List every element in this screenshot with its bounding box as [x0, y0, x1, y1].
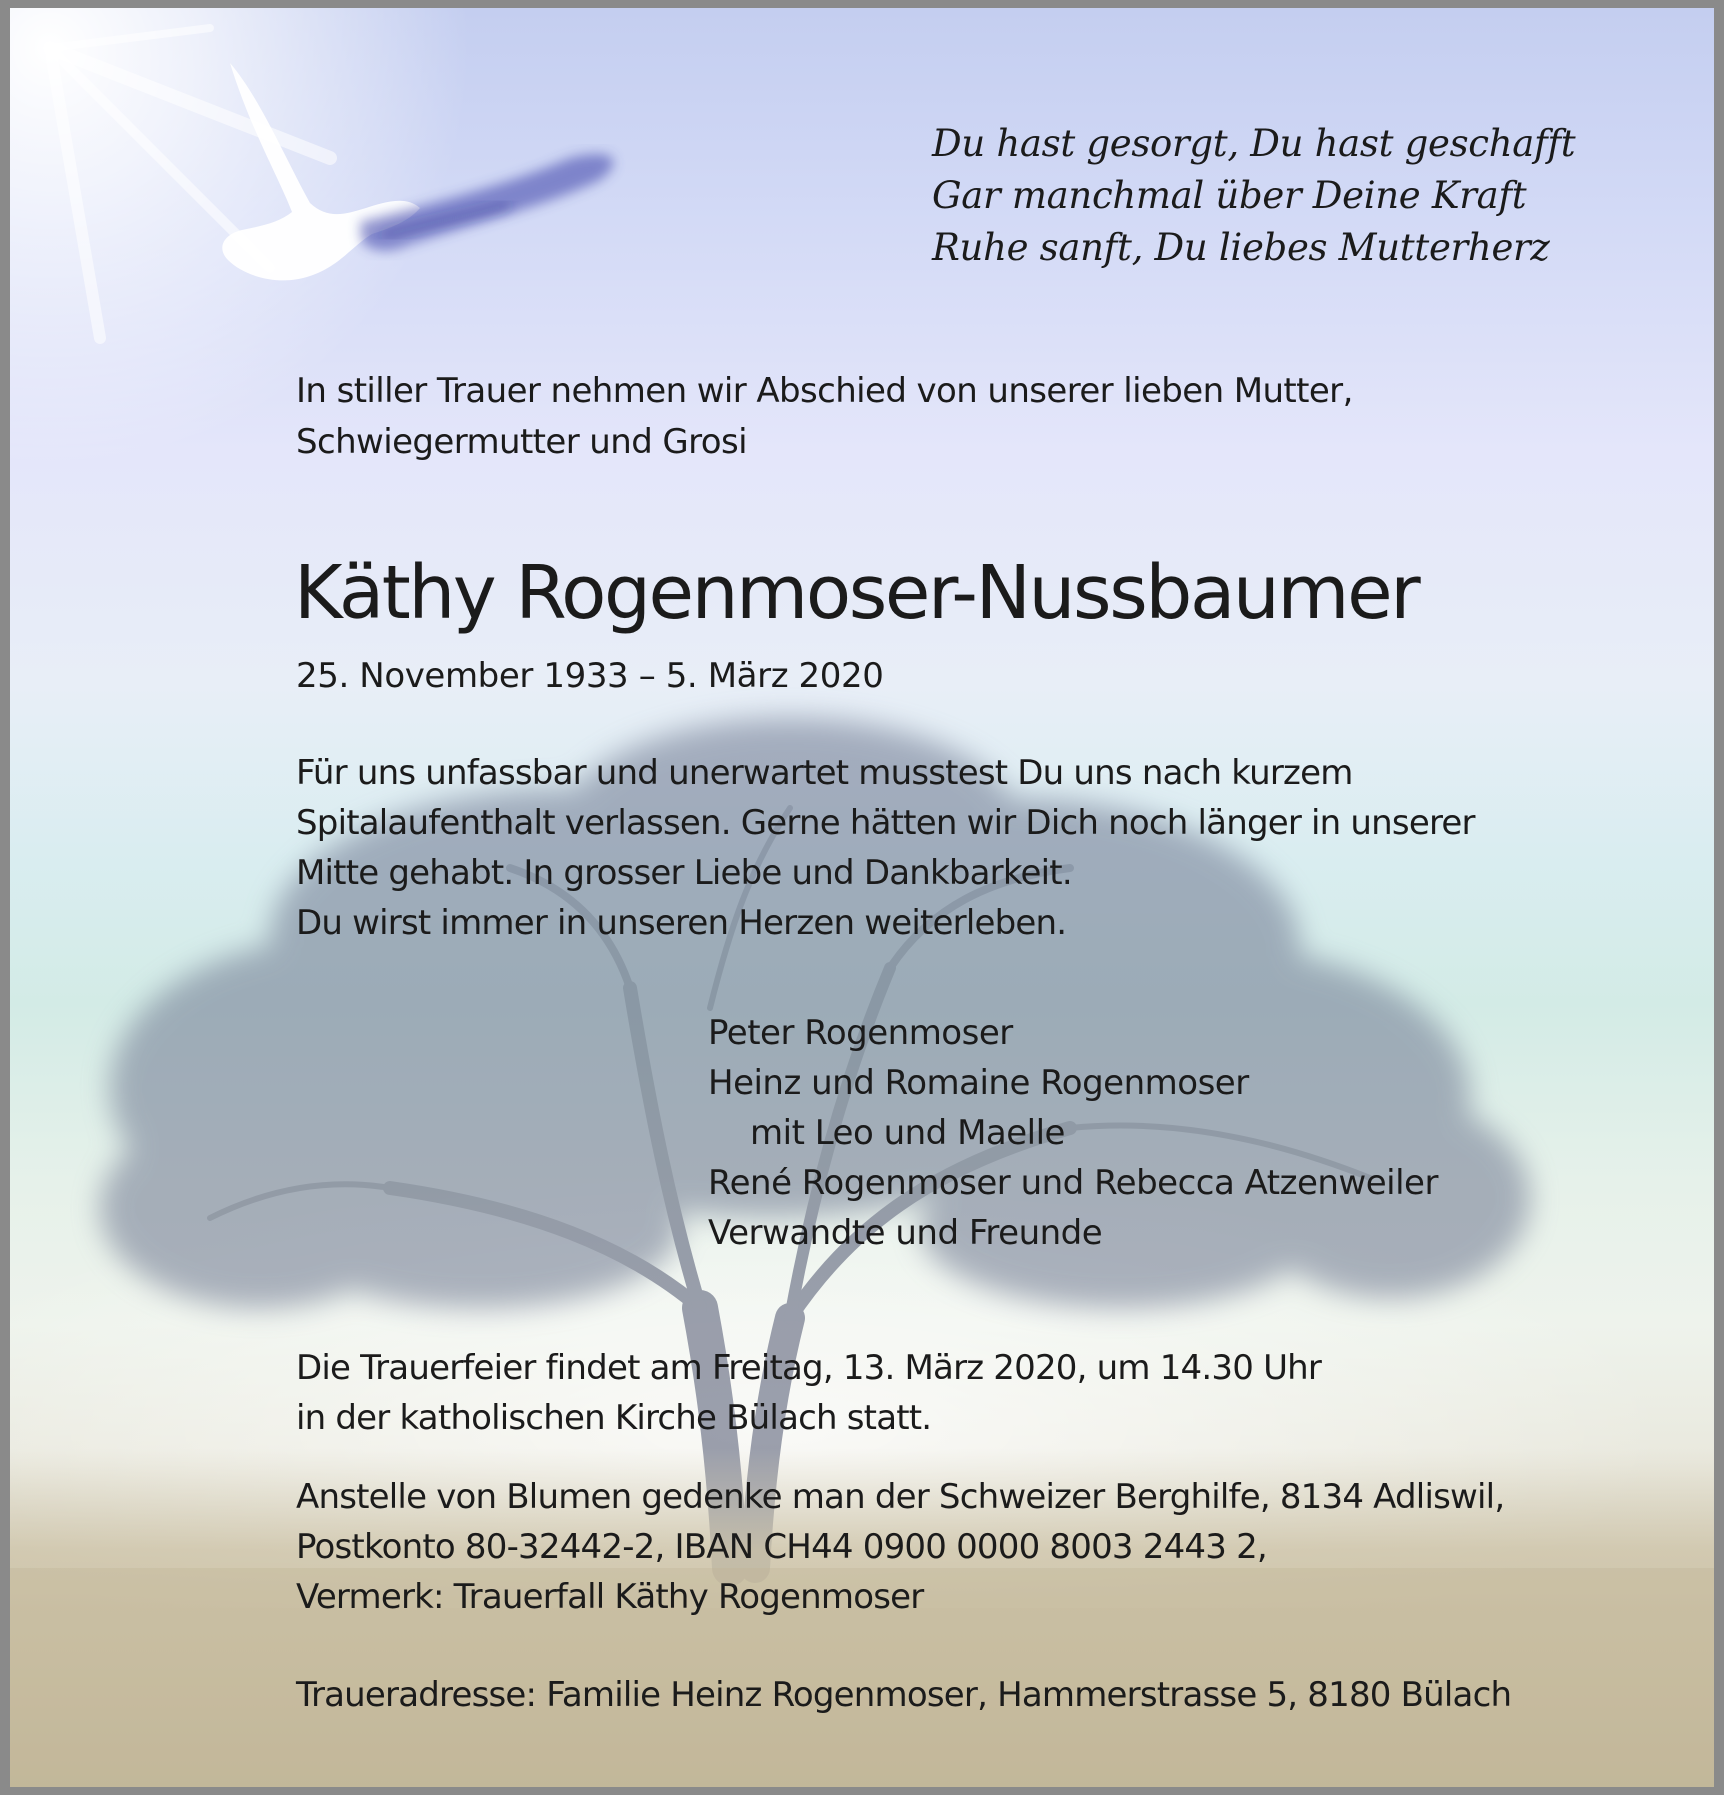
poem-line: Ruhe sanft, Du liebes Mutterherz	[932, 226, 1550, 269]
mourner-entry: René Rogenmoser und Rebecca Atzenweiler	[708, 1163, 1438, 1203]
mourners-list	[708, 1008, 1438, 1258]
farewell-message	[296, 748, 1475, 948]
service-line: Die Trauerfeier findet am Freitag, 13. März 2020, um 14.30 Uhr	[296, 1348, 1322, 1388]
mourner-entry: mit Leo und Maelle	[750, 1113, 1065, 1153]
service-line: in der katholischen Kirche Bülach statt.	[296, 1398, 932, 1438]
donation-info	[296, 1472, 1504, 1622]
message-line: Mitte gehabt. In grosser Liebe und Dankbarkeit.	[296, 853, 1072, 893]
message-line: Für uns unfassbar und unerwartet musstest Du uns nach kurzem	[296, 753, 1353, 793]
mourning-address: Traueradresse: Familie Heinz Rogenmoser, Hammerstrasse 5, 8180 Bülach	[296, 1675, 1512, 1715]
memorial-poem	[932, 118, 1575, 274]
deceased-name: Käthy Rogenmoser-Nussbaumer	[294, 550, 1419, 636]
intro-line: In stiller Trauer nehmen wir Abschied von unserer lieben Mutter,	[296, 371, 1353, 411]
mourning-intro	[296, 366, 1353, 468]
donation-line: Anstelle von Blumen gedenke man der Schweizer Berghilfe, 8134 Adliswil,	[296, 1477, 1505, 1517]
intro-line: Schwiegermutter und Grosi	[296, 422, 747, 462]
mourner-entry: Peter Rogenmoser	[708, 1013, 1013, 1053]
poem-line: Du hast gesorgt, Du hast geschafft	[932, 122, 1576, 165]
donation-line: Postkonto 80-32442-2, IBAN CH44 0900 0000 8003 2443 2,	[296, 1527, 1267, 1567]
donation-line: Vermerk: Trauerfall Käthy Rogenmoser	[296, 1577, 924, 1617]
message-line: Du wirst immer in unseren Herzen weiterleben.	[296, 903, 1067, 943]
life-dates: 25. November 1933 – 5. März 2020	[296, 656, 884, 696]
mourner-entry: Heinz und Romaine Rogenmoser	[708, 1063, 1249, 1103]
message-line: Spitalaufenthalt verlassen. Gerne hätten wir Dich noch länger in unserer	[296, 803, 1475, 843]
obituary-notice	[10, 8, 1714, 1787]
funeral-service-info	[296, 1343, 1321, 1443]
mourner-entry: Verwandte und Freunde	[708, 1213, 1103, 1253]
poem-line: Gar manchmal über Deine Kraft	[932, 174, 1527, 217]
